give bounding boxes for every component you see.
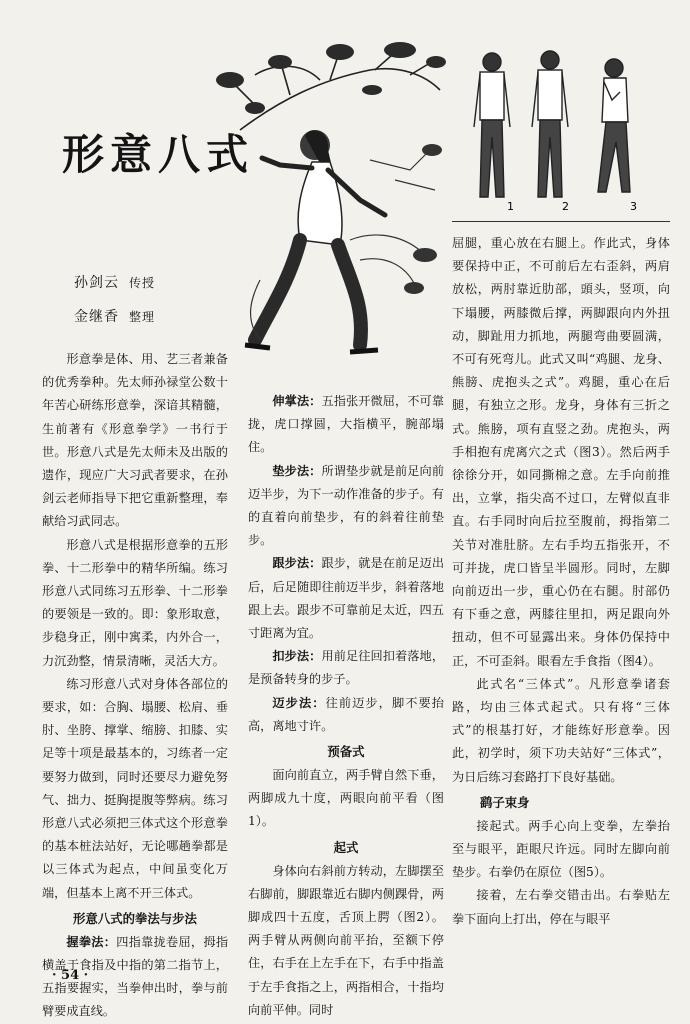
- figure-label-1: 1: [507, 200, 514, 213]
- paragraph: 面向前直立，两手臂自然下垂，两脚成九十度，两眼向前平看（图1）。: [248, 768, 444, 829]
- paragraph: 形意八式是根据形意拳的五形拳、十二形拳中的精华所编。练习形意八式同练习五形拳、十二形拳的要领是一致的。即：象形取意，步稳身正，刚中寓柔，内外合一，力沉劲整，情景清晰，灵活大方。: [42, 537, 228, 668]
- page-number: · 54 ·: [52, 968, 89, 983]
- author-name: 孙剑云: [74, 275, 119, 291]
- paragraph-text: 四指靠拢卷屈，拇指横盖于食指及中指的第二指节上，五指要握实，当拳伸出时，拳与前臂要成直线。: [42, 934, 229, 1019]
- article-title: 形意八式: [62, 130, 255, 179]
- paragraph-text: 跟步，就是在前足迈出后，后足随即往前迈半步，斜着落地跟上去。跟步不可靠前足太近，四五寸距离为宜。: [248, 556, 445, 641]
- paragraph-text: 所谓垫步就是前足向前迈半步，为下一动作准备的步子。有的直着向前垫步，有的斜着往前垫步。: [248, 463, 445, 548]
- paragraph-text: 五指张开微屈，不可靠拢，虎口撑圆，大指横平，腕部塌住。: [248, 394, 445, 455]
- paragraph: 屈腿，重心放在右腿上。作此式，身体要保持中正，不可前后左右歪斜，两肩放松，两肘靠近肋部，頭头，竖项，向下塌腰，两膝微后撑，两脚跟向内外扭动，脚趾用力抓地，两腿弯曲要圆满，不可有死弯儿。此式又叫“鸡腿、龙身、熊膀、虎抱头之式”。鸡腿，重心在后腿，有独立之形。龙身，身体有三折之式。熊膀，项有直竖之劲。虎抱头，两手相抱有虎离穴之式（图3）。然后两手徐徐分开，如同撕棉之意。左手向前推出，立掌，指尖高不过口，左臂似直非直。右手同时向后拉至腹前，拇指第二关节对准肚脐。左右手均五指张开，不可并拢，虎口皆呈半圆形。同时，左脚向前迈出一步，重心仍在右腿。肘部仍有下垂之意，两膝往里扣，两足跟向外扭动，但不可显露出来。身体仍保持中正，不可歪斜。眼看左手食指（图4）。: [452, 236, 670, 668]
- text-column-3: [452, 232, 670, 931]
- section-heading: 起式: [333, 839, 359, 855]
- paragraph: 此式名“三体式”。凡形意拳诸套路，均由三体式起式。只有将“三体式”的根基打好，才能练好形意拳。因此，初学时，须下功夫站好“三体式”，为日后练习套路打下良好基础。: [452, 676, 670, 784]
- term-label: 握拳法：: [66, 934, 117, 949]
- text-column-2: [248, 390, 444, 1022]
- paragraph: [248, 645, 444, 691]
- section-heading: 鹞子束身: [480, 794, 530, 810]
- martial-artist-illustration: [200, 40, 450, 370]
- paragraph: 练习形意八式对身体各部位的要求，如：合胸、塌腰、松肩、垂肘、坐胯、撑掌、缩膀、扣膝、实足等十项是最基本的，习练者一定要努力做到，同时还要尽力避免努气、拙力、挺胸提腹等弊病。练习形意八式必须把三体式这个形意拳的基本桩法站好，无论哪趟拳都是以三体式为起点，中间虽变化万端，但基本上离不开三体式。: [42, 676, 228, 900]
- paragraph: 接起式。两手心向上变拳，左拳抬至与眼平，距眼尺许远。同时左脚向前垫步。右拳仍在原位（图5）。: [452, 818, 670, 880]
- paragraph: [248, 460, 444, 553]
- term-label: 垫步法：: [272, 463, 322, 478]
- editor-role: 整理: [129, 310, 156, 324]
- editor-credit: [74, 306, 155, 326]
- section-heading: 预备式: [327, 744, 365, 760]
- section-heading: 形意八式的拳法与步法: [73, 910, 197, 926]
- figure-label-3: 3: [630, 200, 637, 213]
- author-credit: [74, 272, 155, 292]
- paragraph: 接着，左右拳交错击出。右拳贴左拳下面向上打出，停在与眼平: [452, 888, 670, 926]
- editor-name: 金继香: [74, 309, 119, 325]
- text-column-1: [42, 348, 228, 1024]
- stance-figures: [462, 42, 670, 214]
- paragraph: [248, 692, 444, 738]
- paragraph: 形意拳是体、用、艺三者兼备的优秀拳种。先太师孙禄堂公数十年苦心研练形意拳，深谙其精髓，生前著有《形意拳学》一书行于世。形意八式是先太师未及出版的遗作，现应广大习武者要求，在孙剑云老师指导下把它重新整理，奉献给习武同志。: [42, 352, 228, 529]
- figure-divider: [452, 221, 670, 222]
- paragraph: 身体向右斜前方转动，左脚摆至右脚前，脚跟靠近右脚内侧踝骨，两脚成四十五度，舌顶上腭（图2）。两手臂从两侧向前平抬，至额下停住，右手在上左手在下，右手中指盖于左手食指之上，两指相合，十指均向前平伸。同时: [248, 863, 444, 1017]
- paragraph-text: 往前迈步，脚不要抬高，离地寸许。: [248, 695, 444, 733]
- paragraph: [248, 552, 444, 645]
- term-label: 伸掌法：: [272, 394, 322, 408]
- figure-label-2: 2: [562, 200, 569, 213]
- paragraph-text: 用前足往回扣着落地，是预备转身的步子。: [248, 649, 445, 687]
- author-role: 传授: [129, 276, 156, 290]
- paragraph: [248, 390, 444, 460]
- term-label: 扣步法：: [272, 649, 322, 664]
- term-label: 迈步法：: [272, 695, 326, 710]
- term-label: 跟步法：: [272, 556, 322, 571]
